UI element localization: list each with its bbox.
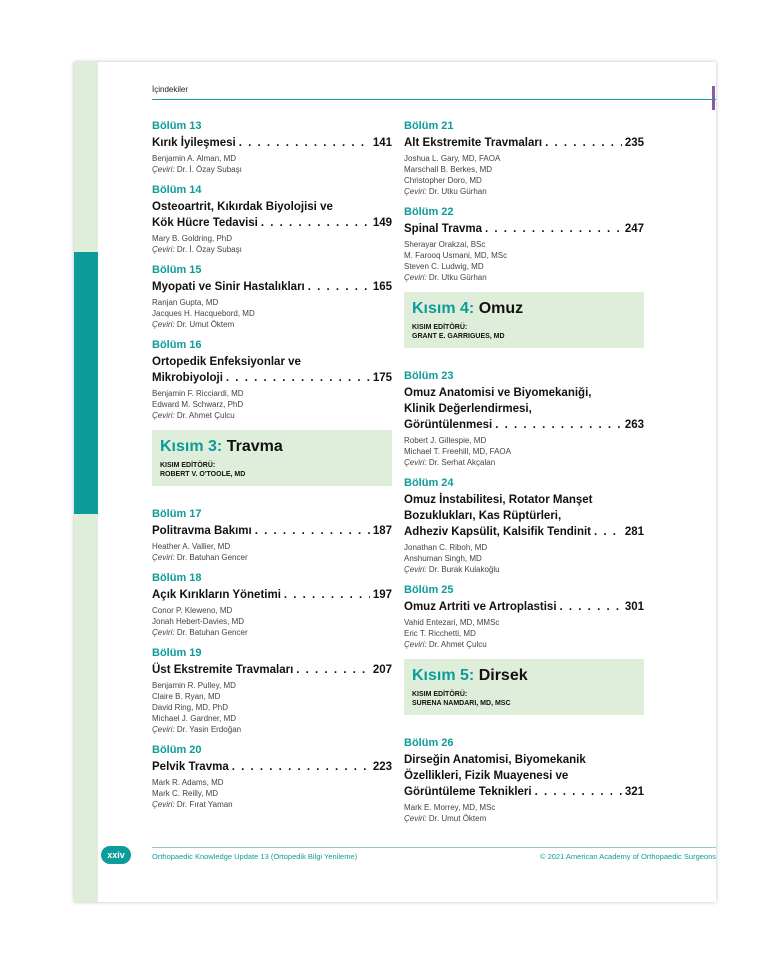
- chapter-title-line-with-page: [152, 370, 392, 386]
- chapter-page-number: 223: [372, 761, 392, 773]
- header-rule: [152, 99, 716, 100]
- chapter-title-line: Osteoartrit, Kıkırdak Biyolojisi ve: [152, 201, 333, 213]
- part-number: Kısım 3:: [160, 438, 223, 455]
- toc-left-column: [152, 120, 392, 819]
- translator-name: Dr. Serhat Akçalan: [428, 458, 496, 467]
- chapter-title: Myopati ve Sinir Hastalıkları: [152, 281, 305, 293]
- chapter-number: Bölüm 23: [404, 370, 454, 382]
- part-editor-name: SURENA NAMDARI, MD, MSC: [412, 700, 511, 707]
- chapter-page-number: 321: [624, 786, 644, 798]
- dot-leader: [232, 759, 370, 775]
- chapter-translator: [152, 410, 392, 421]
- chapter-title: Mikrobiyoloji: [152, 372, 223, 384]
- author-name: Benjamin R. Pulley, MD: [152, 681, 236, 690]
- toc-chapter-entry[interactable]: [152, 120, 392, 175]
- part-name: Omuz: [478, 300, 524, 317]
- chapter-page-number: 301: [624, 601, 644, 613]
- toc-chapter-entry[interactable]: [152, 572, 392, 638]
- chapter-authors: [152, 233, 392, 255]
- chapter-translator: [152, 799, 392, 810]
- translator-label: Çeviri:: [404, 565, 427, 574]
- chapter-title: Politravma Bakımı: [152, 525, 252, 537]
- chapter-translator: [404, 457, 644, 468]
- chapter-page-number: 187: [372, 525, 392, 537]
- chapter-authors: [404, 542, 644, 575]
- chapter-title-line-with-page: [404, 221, 644, 237]
- part-section-box: [152, 430, 392, 486]
- dot-leader: [485, 221, 622, 237]
- part-editor-name: ROBERT V. O'TOOLE, MD: [160, 471, 246, 478]
- chapter-page-number: 197: [372, 589, 392, 601]
- dot-leader: [239, 135, 370, 151]
- author-name: Conor P. Kleweno, MD: [152, 606, 233, 615]
- toc-chapter-entry[interactable]: [404, 584, 644, 650]
- chapter-title-line: Bozuklukları, Kas Rüptürleri,: [404, 510, 562, 522]
- translator-label: Çeviri:: [404, 458, 427, 467]
- translator-name: Dr. Burak Kulakoğlu: [428, 565, 500, 574]
- chapter-title-line-with-page: [152, 759, 392, 775]
- chapter-title-line-with-page: [152, 215, 392, 231]
- chapter-title: Omuz Artriti ve Artroplastisi: [404, 601, 557, 613]
- toc-chapter-entry[interactable]: [152, 184, 392, 255]
- chapter-authors: [152, 388, 392, 421]
- chapter-authors: [152, 541, 392, 563]
- toc-chapter-entry[interactable]: [404, 120, 644, 197]
- chapter-authors: [152, 605, 392, 638]
- chapter-title: Açık Kırıkların Yönetimi: [152, 589, 281, 601]
- chapter-number: Bölüm 22: [404, 206, 454, 218]
- chapter-title-line-with-page: [404, 417, 644, 433]
- footer-rule: [152, 847, 716, 848]
- chapter-title-line-with-page: [152, 587, 392, 603]
- dot-leader: [535, 784, 622, 800]
- chapter-page-number: 235: [624, 137, 644, 149]
- chapter-authors: [152, 680, 392, 735]
- author-name: Joshua L. Gary, MD, FAOA: [404, 154, 501, 163]
- part-number: Kısım 4:: [412, 300, 475, 317]
- chapter-title: Spinal Travma: [404, 223, 482, 235]
- toc-chapter-entry[interactable]: [152, 744, 392, 810]
- footer-copyright: © 2021 American Academy of Orthopaedic Surgeons: [539, 852, 716, 861]
- translator-name: Dr. Ahmet Çulcu: [176, 411, 235, 420]
- dot-leader: [226, 370, 370, 386]
- toc-chapter-entry[interactable]: [404, 370, 644, 468]
- side-band-accent: [74, 252, 98, 514]
- author-name: M. Farooq Usmani, MD, MSc: [404, 251, 508, 260]
- dot-leader: [308, 279, 370, 295]
- chapter-number: Bölüm 26: [404, 737, 454, 749]
- chapter-title-line-with-page: [152, 662, 392, 678]
- author-name: Benjamin A. Alman, MD: [152, 154, 237, 163]
- chapter-authors: [152, 777, 392, 810]
- translator-label: Çeviri:: [152, 725, 175, 734]
- chapter-authors: [404, 239, 644, 283]
- author-name: Anshuman Singh, MD: [404, 554, 482, 563]
- part-section-box: [404, 659, 644, 715]
- dot-leader: [594, 524, 622, 540]
- translator-label: Çeviri:: [404, 640, 427, 649]
- translator-name: Dr. Utku Gürhan: [428, 273, 487, 282]
- chapter-number: Bölüm 25: [404, 584, 454, 596]
- chapter-translator: [152, 627, 392, 638]
- chapter-translator: [152, 724, 392, 735]
- toc-right-column: [404, 120, 644, 833]
- chapter-authors: [152, 153, 392, 175]
- author-name: Edward M. Schwarz, PhD: [152, 400, 244, 409]
- chapter-title-line: Omuz İnstabilitesi, Rotator Manşet: [404, 494, 593, 506]
- page-edge-marker: [712, 86, 715, 110]
- chapter-title-line-with-page: [152, 135, 392, 151]
- chapter-authors: [404, 153, 644, 197]
- chapter-title: Kök Hücre Tedavisi: [152, 217, 258, 229]
- chapter-number: Bölüm 24: [404, 477, 454, 489]
- part-editor-name: GRANT E. GARRIGUES, MD: [412, 333, 505, 340]
- toc-chapter-entry[interactable]: [404, 737, 644, 824]
- author-name: Heather A. Vallier, MD: [152, 542, 231, 551]
- author-name: Mark C. Reilly, MD: [152, 789, 219, 798]
- translator-label: Çeviri:: [404, 814, 427, 823]
- chapter-number: Bölüm 21: [404, 120, 454, 132]
- part-title: [412, 300, 636, 318]
- chapter-title-line-with-page: [404, 599, 644, 615]
- toc-chapter-entry[interactable]: [404, 477, 644, 575]
- chapter-page-number: 149: [372, 217, 392, 229]
- translator-name: Dr. Batuhan Gencer: [176, 628, 248, 637]
- chapter-translator: [152, 244, 392, 255]
- chapter-title-line: Omuz Anatomisi ve Biyomekaniği,: [404, 387, 592, 399]
- author-name: David Ring, MD, PhD: [152, 703, 229, 712]
- chapter-translator: [152, 319, 392, 330]
- author-name: Claire B. Ryan, MD: [152, 692, 221, 701]
- author-name: Jonathan C. Riboh, MD: [404, 543, 488, 552]
- running-head: İçindekiler: [152, 85, 189, 94]
- author-name: Robert J. Gillespie, MD: [404, 436, 487, 445]
- translator-label: Çeviri:: [404, 273, 427, 282]
- chapter-title-line: Dirseğin Anatomisi, Biyomekanik: [404, 754, 586, 766]
- chapter-translator: [404, 272, 644, 283]
- translator-name: Dr. İ. Özay Subaşı: [176, 245, 242, 254]
- dot-leader: [284, 587, 370, 603]
- author-name: Ranjan Gupta, MD: [152, 298, 219, 307]
- side-band-light: [74, 62, 98, 252]
- dot-leader: [296, 662, 370, 678]
- translator-label: Çeviri:: [152, 553, 175, 562]
- chapter-title-line-with-page: [152, 279, 392, 295]
- author-name: Michael T. Freehill, MD, FAOA: [404, 447, 511, 456]
- part-editor-label: KISIM EDİTÖRÜ:: [412, 691, 468, 698]
- chapter-number: Bölüm 18: [152, 572, 202, 584]
- chapter-title-line-with-page: [152, 523, 392, 539]
- toc-chapter-entry[interactable]: [152, 339, 392, 421]
- author-name: Mark E. Morrey, MD, MSc: [404, 803, 496, 812]
- part-number: Kısım 5:: [412, 667, 475, 684]
- chapter-title: Görüntüleme Teknikleri: [404, 786, 532, 798]
- author-name: Steven C. Ludwig, MD: [404, 262, 484, 271]
- chapter-title: Pelvik Travma: [152, 761, 229, 773]
- translator-name: Dr. Ahmet Çulcu: [428, 640, 487, 649]
- translator-name: Dr. Batuhan Gencer: [176, 553, 248, 562]
- chapter-page-number: 141: [372, 137, 392, 149]
- chapter-title: Alt Ekstremite Travmaları: [404, 137, 543, 149]
- chapter-number: Bölüm 16: [152, 339, 202, 351]
- author-name: Jonah Hebert-Davies, MD: [152, 617, 245, 626]
- chapter-number: Bölüm 13: [152, 120, 202, 132]
- chapter-title: Üst Ekstremite Travmaları: [152, 664, 294, 676]
- dot-leader: [261, 215, 370, 231]
- author-name: Marschall B. Berkes, MD: [404, 165, 493, 174]
- document-page: [74, 62, 716, 902]
- toc-chapter-entry[interactable]: [152, 264, 392, 330]
- translator-name: Dr. Utku Gürhan: [428, 187, 487, 196]
- author-name: Mary B. Goldring, PhD: [152, 234, 233, 243]
- chapter-title-line: Ortopedik Enfeksiyonlar ve: [152, 356, 301, 368]
- author-name: Eric T. Ricchetti, MD: [404, 629, 476, 638]
- chapter-page-number: 207: [372, 664, 392, 676]
- page-number-badge: xxiv: [101, 846, 131, 864]
- author-name: Jacques H. Hacquebord, MD: [152, 309, 255, 318]
- chapter-authors: [152, 297, 392, 330]
- translator-name: Dr. Umut Öktem: [176, 320, 235, 329]
- chapter-number: Bölüm 17: [152, 508, 202, 520]
- dot-leader: [255, 523, 370, 539]
- translator-label: Çeviri:: [152, 628, 175, 637]
- author-name: Benjamin F. Ricciardi, MD: [152, 389, 244, 398]
- side-band-light-bottom: [74, 514, 98, 902]
- part-section-box: [404, 292, 644, 348]
- author-name: Christopher Doro, MD: [404, 176, 482, 185]
- chapter-translator: [152, 552, 392, 563]
- part-editor-label: KISIM EDİTÖRÜ:: [412, 324, 468, 331]
- chapter-number: Bölüm 20: [152, 744, 202, 756]
- chapter-translator: [152, 164, 392, 175]
- translator-name: Dr. Umut Öktem: [428, 814, 487, 823]
- toc-chapter-entry[interactable]: [404, 206, 644, 283]
- author-name: Michael J. Gardner, MD: [152, 714, 237, 723]
- dot-leader: [545, 135, 622, 151]
- chapter-number: Bölüm 19: [152, 647, 202, 659]
- chapter-title: Adheziv Kapsülit, Kalsifik Tendinit: [404, 526, 592, 538]
- part-editor-label: KISIM EDİTÖRÜ:: [160, 462, 216, 469]
- translator-name: Dr. Fırat Yaman: [176, 800, 233, 809]
- chapter-page-number: 281: [624, 526, 644, 538]
- translator-label: Çeviri:: [152, 320, 175, 329]
- chapter-title-line-with-page: [404, 784, 644, 800]
- dot-leader: [495, 417, 622, 433]
- chapter-page-number: 175: [372, 372, 392, 384]
- part-name: Dirsek: [478, 667, 528, 684]
- chapter-number: Bölüm 15: [152, 264, 202, 276]
- chapter-translator: [404, 186, 644, 197]
- chapter-translator: [404, 813, 644, 824]
- footer-book-title: Orthopaedic Knowledge Update 13 (Ortopedik Bilgi Yenileme): [152, 852, 358, 861]
- part-name: Travma: [226, 438, 283, 455]
- chapter-title-line-with-page: [404, 524, 644, 540]
- author-name: Sherayar Orakzai, BSc: [404, 240, 486, 249]
- translator-label: Çeviri:: [152, 800, 175, 809]
- translator-label: Çeviri:: [152, 245, 175, 254]
- chapter-title: Kırık İyileşmesi: [152, 137, 236, 149]
- translator-name: Dr. Yasin Erdoğan: [176, 725, 242, 734]
- chapter-title-line: Klinik Değerlendirmesi,: [404, 403, 532, 415]
- translator-label: Çeviri:: [152, 411, 175, 420]
- chapter-authors: [404, 617, 644, 650]
- toc-chapter-entry[interactable]: [152, 508, 392, 563]
- chapter-authors: [404, 802, 644, 824]
- chapter-page-number: 247: [624, 223, 644, 235]
- translator-label: Çeviri:: [152, 165, 175, 174]
- chapter-page-number: 263: [624, 419, 644, 431]
- dot-leader: [560, 599, 622, 615]
- chapter-title-line-with-page: [404, 135, 644, 151]
- chapter-authors: [404, 435, 644, 468]
- translator-label: Çeviri:: [404, 187, 427, 196]
- chapter-title-line: Özellikleri, Fizik Muayenesi ve: [404, 770, 569, 782]
- author-name: Vahid Entezari, MD, MMSc: [404, 618, 500, 627]
- chapter-page-number: 165: [372, 281, 392, 293]
- chapter-title: Görüntülenmesi: [404, 419, 493, 431]
- chapter-translator: [404, 639, 644, 650]
- chapter-number: Bölüm 14: [152, 184, 202, 196]
- author-name: Mark R. Adams, MD: [152, 778, 224, 787]
- toc-chapter-entry[interactable]: [152, 647, 392, 735]
- translator-name: Dr. İ. Özay Subaşı: [176, 165, 242, 174]
- part-title: [160, 438, 384, 456]
- chapter-translator: [404, 564, 644, 575]
- part-title: [412, 667, 636, 685]
